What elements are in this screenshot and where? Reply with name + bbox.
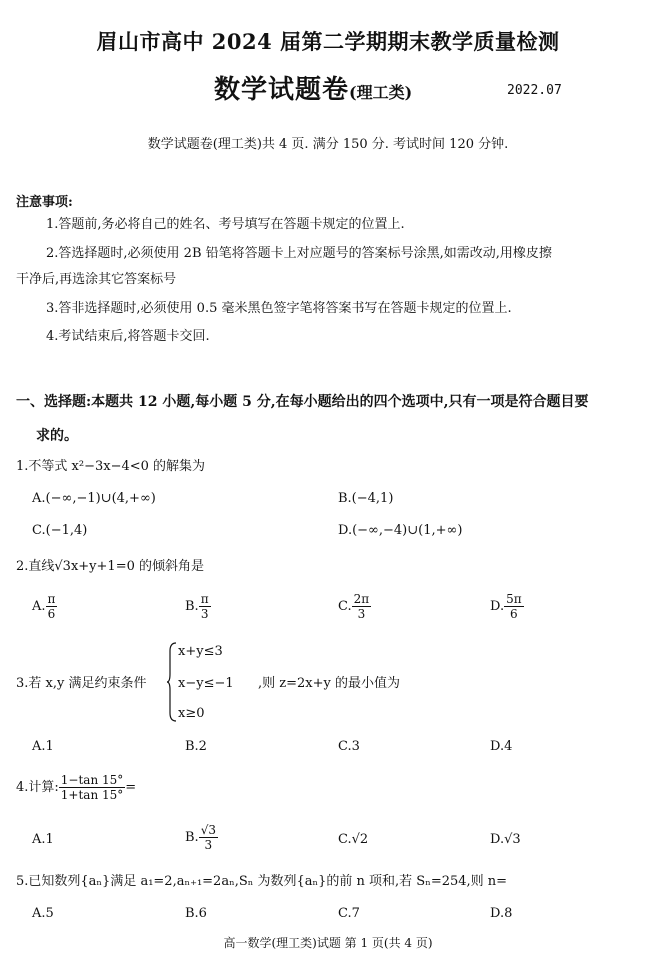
q2-option-d xyxy=(490,592,524,621)
exam-intro: 数学试题卷(理工类)共 4 页. 满分 150 分. 考试时间 120 分钟. xyxy=(147,137,509,152)
q3-option-c: C.3 xyxy=(338,739,360,754)
q4-b-label: B. xyxy=(185,830,199,845)
q3-stem-pre: 3.若 x,y 满足约束条件 xyxy=(16,676,147,691)
q2-a-den: 6 xyxy=(47,607,56,621)
q4-option-d: D.√3 xyxy=(490,832,521,847)
section-heading: 一、选择题:本题共 12 小题,每小题 5 分,在每小题给出的四个选项中,只有一项是符合题目要 xyxy=(16,394,589,410)
subtitle-text: 数学试题卷 xyxy=(214,75,350,105)
q3-option-a: A.1 xyxy=(32,739,54,754)
q5-option-d: D.8 xyxy=(490,906,513,921)
q3-option-d: D.4 xyxy=(490,739,513,754)
q3-brace xyxy=(166,641,178,723)
q4-fraction xyxy=(59,773,125,802)
q2-d-den: 6 xyxy=(510,607,518,621)
q2-c-label: C. xyxy=(338,599,352,614)
q5-stem: 5.已知数列{aₙ}满足 a₁=2,aₙ₊₁=2aₙ,Sₙ 为数列{aₙ}的前 n 项和,若 Sₙ=254,则 n= xyxy=(16,874,508,889)
q3-constraint-2: x−y≤−1 xyxy=(178,676,234,691)
page-footer: 高一数学(理工类)试题 第 1 页(共 4 页) xyxy=(223,936,433,950)
q2-b-den: 3 xyxy=(200,607,209,621)
q2-d-label: D. xyxy=(490,599,505,614)
q4-b-fraction xyxy=(199,823,218,852)
q2-option-c xyxy=(338,592,371,621)
note-item-2: 2.答选择题时,必须使用 2B 铅笔将答题卡上对应题号的答案标号涂黑,如需改动,用橡皮擦 xyxy=(46,246,552,261)
notes-label: 注意事项: xyxy=(16,195,73,210)
q2-b-num: π xyxy=(200,592,209,606)
q4-option-b xyxy=(185,823,218,852)
q2-d-num: 5π xyxy=(506,592,522,606)
q2-option-b xyxy=(185,592,211,621)
q2-option-a xyxy=(32,592,57,621)
q2-d-fraction xyxy=(504,592,524,621)
q1-stem: 1.不等式 x²−3x−4<0 的解集为 xyxy=(16,459,206,474)
note-item-4: 4.考试结束后,将答题卡交回. xyxy=(46,329,210,344)
q3-constraint-1: x+y≤3 xyxy=(178,644,223,659)
q4-stem xyxy=(16,773,136,802)
q2-b-label: B. xyxy=(185,599,199,614)
exam-subtitle xyxy=(214,69,412,106)
exam-title: 眉山市高中 2024 届第二学期期末教学质量检测 xyxy=(96,29,560,54)
q3-option-b: B.2 xyxy=(185,739,207,754)
q4-post: = xyxy=(125,780,137,795)
q1-option-a: A.(−∞,−1)∪(4,+∞) xyxy=(32,491,156,506)
exam-date: 2022.07 xyxy=(507,83,562,98)
q2-c-fraction xyxy=(352,592,372,621)
q4-num: 1−tan 15° xyxy=(60,773,124,787)
q3-stem-post: ,则 z=2x+y 的最小值为 xyxy=(258,676,400,691)
note-item-3: 3.答非选择题时,必须使用 0.5 毫米黑色签字笔将答案书写在答题卡规定的位置上. xyxy=(46,301,512,316)
q2-a-fraction xyxy=(46,592,58,621)
q4-option-c: C.√2 xyxy=(338,832,369,847)
q4-b-den: 3 xyxy=(204,838,213,852)
q5-option-a: A.5 xyxy=(32,906,54,921)
note-item-2-cont: 干净后,再选涂其它答案标号 xyxy=(16,272,177,287)
q4-pre: 4.计算: xyxy=(16,780,59,795)
q2-a-num: π xyxy=(47,592,56,606)
q2-c-den: 3 xyxy=(357,607,366,621)
q5-option-b: B.6 xyxy=(185,906,207,921)
q1-option-b: B.(−4,1) xyxy=(338,491,394,506)
q2-stem: 2.直线√3x+y+1=0 的倾斜角是 xyxy=(16,559,204,574)
q5-option-c: C.7 xyxy=(338,906,360,921)
q4-den: 1+tan 15° xyxy=(60,788,124,802)
q1-option-d: D.(−∞,−4)∪(1,+∞) xyxy=(338,523,463,538)
q2-a-label: A. xyxy=(32,599,46,614)
note-item-1: 1.答题前,务必将自己的姓名、考号填写在答题卡规定的位置上. xyxy=(46,217,405,232)
q1-option-c: C.(−1,4) xyxy=(32,523,88,538)
q4-b-num: √3 xyxy=(200,823,216,837)
subtitle-category: (理工类) xyxy=(349,83,413,102)
q2-c-num: 2π xyxy=(353,592,370,606)
q2-b-fraction xyxy=(199,592,211,621)
q4-option-a: A.1 xyxy=(32,832,54,847)
q3-constraint-3: x≥0 xyxy=(178,706,205,721)
section-heading-cont: 求的。 xyxy=(36,428,78,444)
